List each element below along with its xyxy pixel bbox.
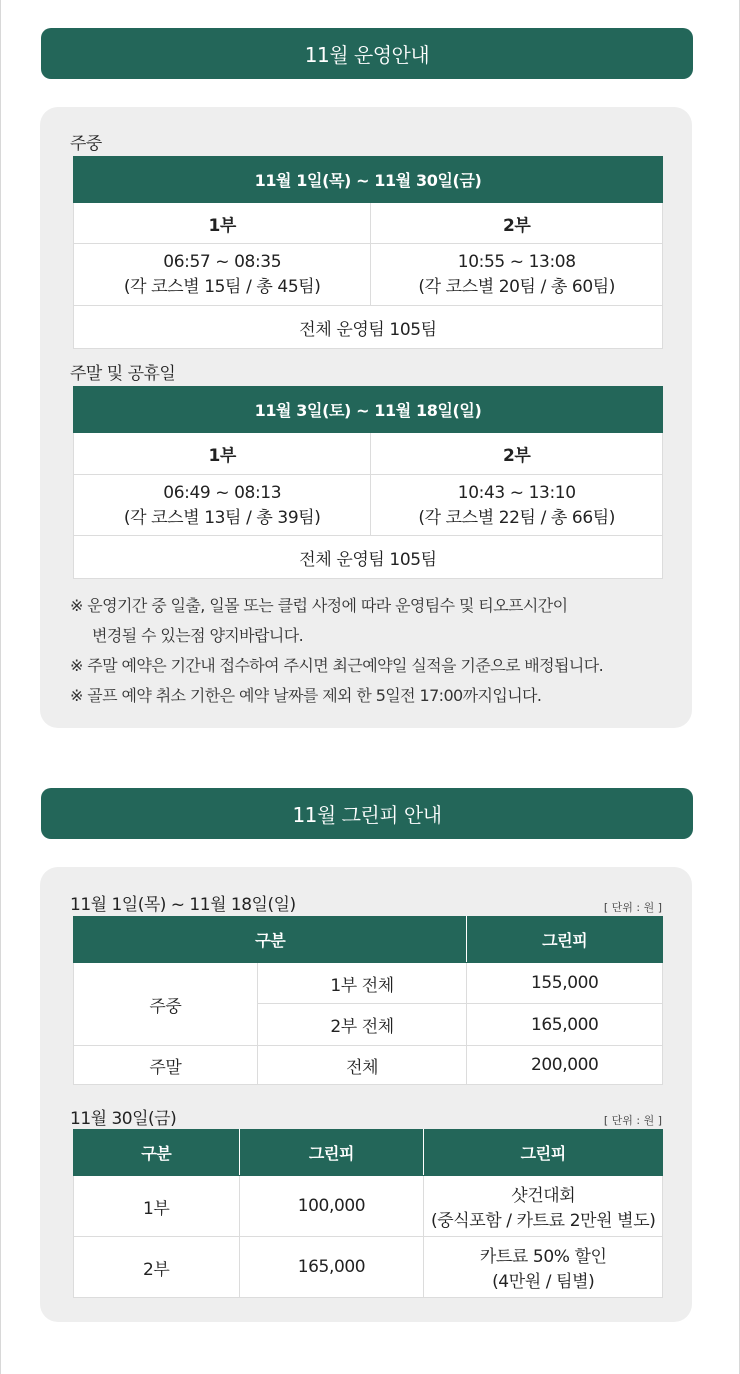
weekday-label: 주중: [70, 134, 102, 154]
table1-row3-fee: 200,000: [467, 1046, 663, 1085]
table2-col-fee2: 그린피: [424, 1130, 663, 1176]
table2-row2-part: 2부: [74, 1237, 240, 1298]
weekday-part2-cell: [371, 244, 663, 306]
table2-row2-note-b: (4만원 / 팀별): [492, 1272, 595, 1292]
table1-col-category: 구분: [74, 917, 467, 963]
note-1a: ※ 운영기간 중 일출, 일몰 또는 클럽 사정에 따라 운영팀수 및 티오프시간이: [70, 596, 568, 615]
greenfee-panel: [40, 867, 692, 1322]
table1-row2-part: 2부 전체: [257, 1004, 467, 1046]
table2-row1-part: 1부: [74, 1176, 240, 1237]
weekend-part2-time: 10:43 ~ 13:10: [457, 482, 576, 503]
weekday-part1-time: 06:57 ~ 08:35: [163, 252, 282, 272]
table2-row2-fee: 165,000: [239, 1237, 424, 1298]
note-1b: 변경될 수 있는점 양지바랍니다.: [92, 626, 304, 645]
greenfee-table1-unit: [ 단위 : 원 ]: [603, 901, 662, 914]
table2-row1-note-a: 샷건대회: [511, 1186, 576, 1206]
table2-col-fee1: 그린피: [239, 1130, 424, 1176]
weekend-part1-time: 06:49 ~ 08:13: [163, 482, 282, 503]
weekday-part1-title: 1부: [74, 203, 371, 244]
greenfee-table1-label: 11월 1일(목) ~ 11월 18일(일): [70, 895, 296, 915]
operation-notes: [70, 591, 603, 711]
greenfee-table2-label: 11월 30일(금): [70, 1109, 177, 1129]
table1-row1-fee: 155,000: [467, 963, 663, 1004]
table2-col-category: 구분: [74, 1130, 240, 1176]
table2-row2-note-a: 카트료 50% 할인: [479, 1247, 607, 1267]
weekend-part1-cell: [74, 475, 371, 536]
weekday-total: 전체 운영팀 105팀: [74, 306, 663, 349]
table2-row1-note: [424, 1176, 663, 1237]
weekend-part2-title: 2부: [371, 433, 663, 475]
table2-row2-note: [424, 1237, 663, 1298]
weekend-part1-teams: (각 코스별 13팀 / 총 39팀): [123, 507, 321, 528]
note-3: ※ 골프 예약 취소 기한은 예약 날짜를 제외 한 5일전 17:00까지입니다.: [70, 686, 542, 705]
weekend-total: 전체 운영팀 105팀: [74, 536, 663, 579]
weekday-part2-teams: (각 코스별 20팀 / 총 60팀): [418, 277, 616, 297]
weekday-part2-time: 10:55 ~ 13:08: [457, 252, 576, 272]
greenfee-table2-unit: [ 단위 : 원 ]: [603, 1114, 662, 1127]
table1-row2-fee: 165,000: [467, 1004, 663, 1046]
weekday-part2-title: 2부: [371, 203, 663, 244]
weekend-part1-title: 1부: [74, 433, 371, 475]
operation-panel: [40, 107, 692, 728]
weekend-schedule-table: [73, 386, 663, 579]
greenfee-table2: [73, 1129, 663, 1298]
weekend-label: 주말 및 공휴일: [70, 364, 176, 384]
greenfee-banner: 11월 그린피 안내: [41, 788, 693, 839]
table1-row1-part: 1부 전체: [257, 963, 467, 1004]
table2-row1-fee: 100,000: [239, 1176, 424, 1237]
weekend-part2-cell: [371, 475, 663, 536]
weekday-schedule-table: [73, 156, 663, 349]
weekday-part1-teams: (각 코스별 15팀 / 총 45팀): [123, 277, 321, 297]
table1-row3-part: 전체: [257, 1046, 467, 1085]
table1-col-fee: 그린피: [467, 917, 663, 963]
weekend-period: 11월 3일(토) ~ 11월 18일(일): [74, 387, 663, 433]
operation-banner: 11월 운영안내: [41, 28, 693, 79]
greenfee-table1: [73, 916, 663, 1085]
table1-weekend: 주말: [74, 1046, 258, 1085]
weekday-part1-cell: [74, 244, 371, 306]
weekday-period: 11월 1일(목) ~ 11월 30일(금): [74, 157, 663, 203]
note-2: ※ 주말 예약은 기간내 접수하여 주시면 최근예약일 실적을 기준으로 배정됩니다.: [70, 656, 604, 675]
table1-weekday: 주중: [74, 963, 258, 1046]
weekend-part2-teams: (각 코스별 22팀 / 총 66팀): [418, 507, 616, 528]
table2-row1-note-b: (중식포함 / 카트료 2만원 별도): [430, 1211, 656, 1231]
